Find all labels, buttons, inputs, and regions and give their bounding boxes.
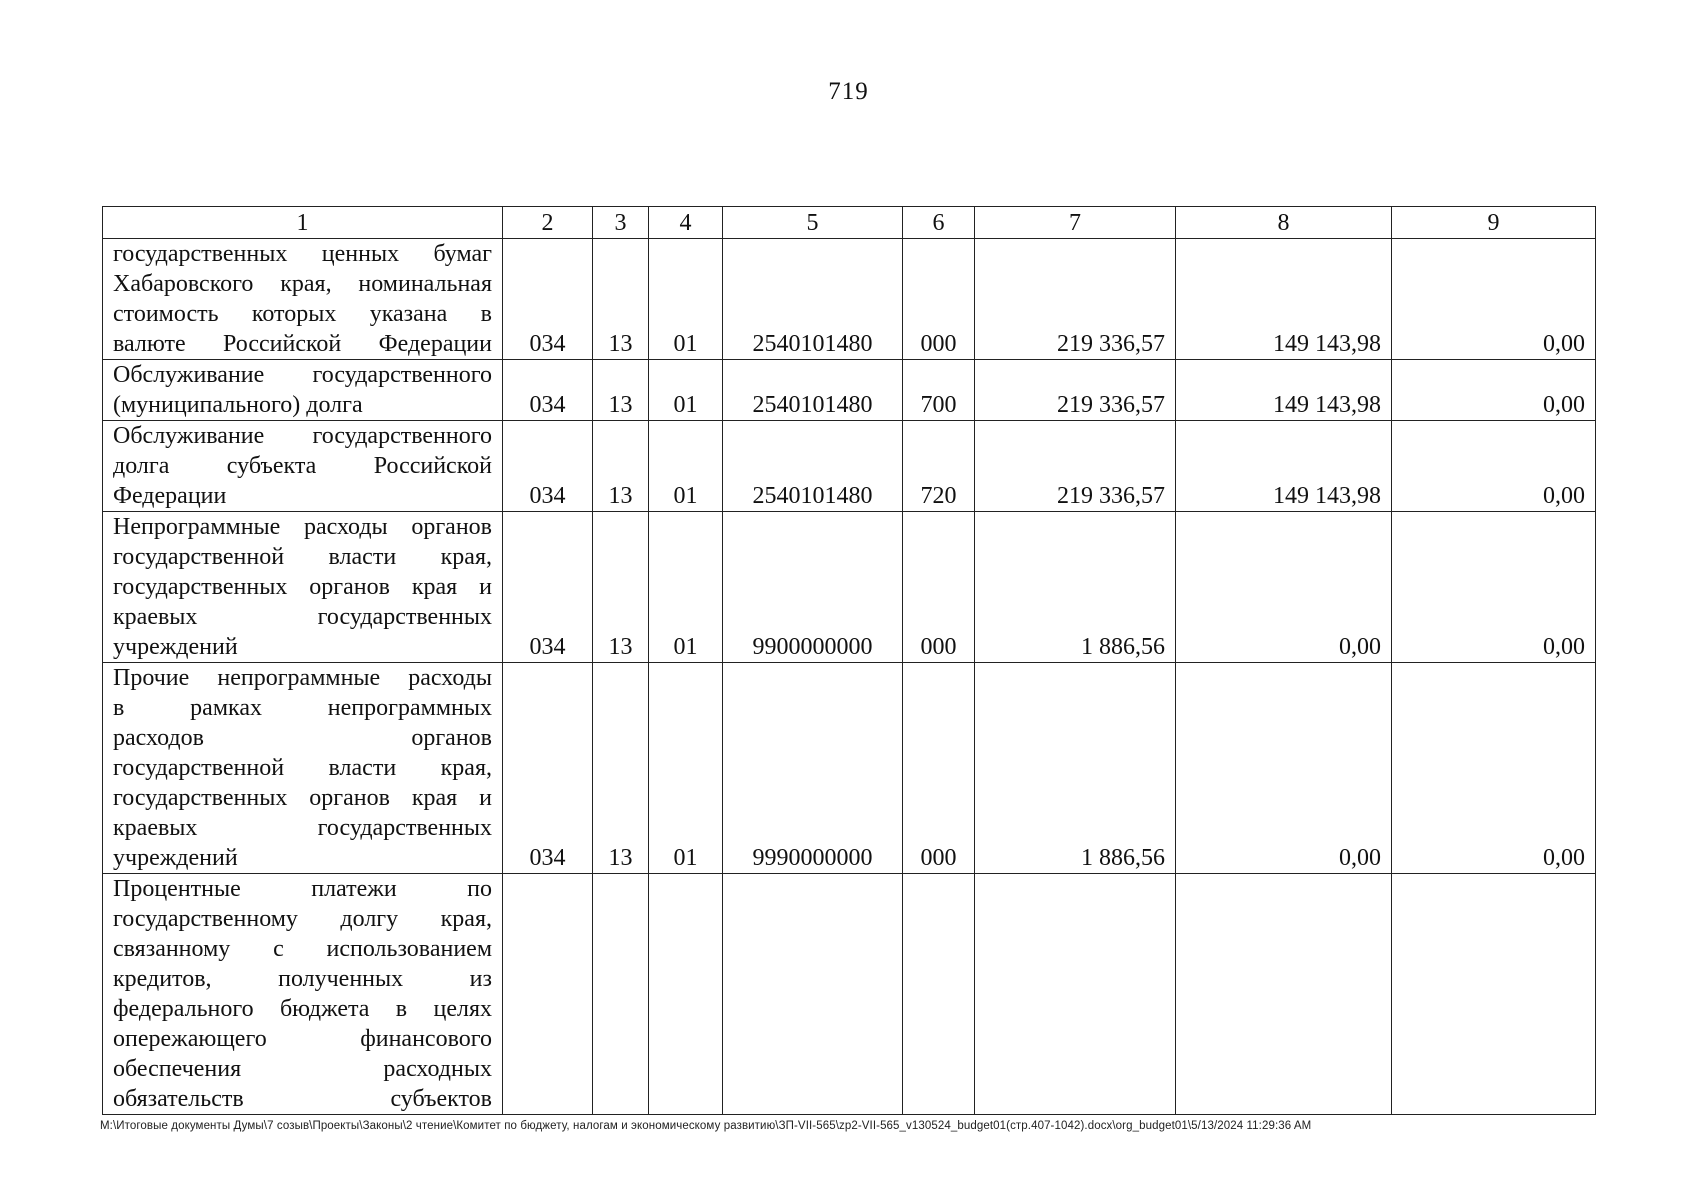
row-description [103,663,503,874]
cell-amount-col7: 219 336,57 [975,421,1176,512]
table-body [103,239,1596,1115]
header-cell: 3 [593,207,649,239]
cell-section: 13 [593,360,649,421]
description-line: стоимость которых указана в [113,301,492,327]
cell-section: 13 [593,512,649,663]
cell-amount-col8: 0,00 [1176,512,1392,663]
cell-admin-code: 034 [503,360,593,421]
table-row [103,421,1596,512]
cell-amount-col7: 219 336,57 [975,360,1176,421]
description-line: государственному долгу края, [113,906,492,932]
header-cell: 9 [1392,207,1596,239]
cell-target-article: 9900000000 [723,512,903,663]
cell-target-article: 2540101480 [723,239,903,360]
cell-subsection: 01 [649,239,723,360]
description-line: кредитов, полученных из [113,966,492,992]
cell-amount-col8: 0,00 [1176,663,1392,874]
row-description [103,360,503,421]
cell-amount-col8: 149 143,98 [1176,239,1392,360]
cell-amount-col7 [975,874,1176,1115]
description-line: государственных ценных бумаг [113,241,492,267]
description-line: Процентные платежи по [113,876,492,902]
table-row [103,360,1596,421]
cell-amount-col8: 149 143,98 [1176,360,1392,421]
description-line: связанному с использованием [113,936,492,962]
page-number: 719 [828,78,869,105]
description-line: валюте Российской Федерации [113,331,492,357]
description-line: Хабаровского края, номинальная [113,271,492,297]
cell-section: 13 [593,421,649,512]
cell-expense-type [903,874,975,1115]
document-path-footer: M:\Итоговые документы Думы\7 созыв\Проекты\Законы\2 чтение\Комитет по бюджету, налогам и экономическому развитию\ЗП-VII-565\zp2-VII-565_v130524_budget01(стр.407-1042).docx\org_budget01\5/13/2024 11:29:36 AM [100,1120,1312,1132]
description-line: государственной власти края, [113,544,492,570]
cell-target-article: 9990000000 [723,663,903,874]
cell-expense-type: 000 [903,512,975,663]
cell-target-article [723,874,903,1115]
description-line: (муниципального) долга [113,392,363,418]
cell-admin-code [503,874,593,1115]
header-cell: 5 [723,207,903,239]
cell-subsection: 01 [649,512,723,663]
cell-subsection [649,874,723,1115]
cell-admin-code: 034 [503,512,593,663]
description-line: долга субъекта Российской [113,453,492,479]
cell-amount-col9: 0,00 [1392,512,1596,663]
description-line: Обслуживание государственного [113,423,492,449]
cell-amount-col9: 0,00 [1392,421,1596,512]
description-line: государственной власти края, [113,755,492,781]
cell-amount-col9: 0,00 [1392,663,1596,874]
description-line: краевых государственных [113,815,492,841]
cell-section: 13 [593,239,649,360]
description-line: обязательств субъектов [113,1086,492,1112]
description-line: федерального бюджета в целях [113,996,492,1022]
description-line: государственных органов края и [113,574,492,600]
cell-target-article: 2540101480 [723,421,903,512]
cell-section [593,874,649,1115]
header-cell: 7 [975,207,1176,239]
cell-expense-type: 720 [903,421,975,512]
row-description [103,421,503,512]
header-cell: 8 [1176,207,1392,239]
table-header-row [103,207,1596,239]
description-line: в рамках непрограммных [113,695,492,721]
description-line: расходов органов [113,725,492,751]
cell-admin-code: 034 [503,421,593,512]
description-line: Обслуживание государственного [113,362,492,388]
budget-table [102,206,1596,1115]
cell-amount-col9 [1392,874,1596,1115]
header-cell: 2 [503,207,593,239]
cell-target-article: 2540101480 [723,360,903,421]
table-row [103,512,1596,663]
cell-amount-col7: 1 886,56 [975,663,1176,874]
cell-expense-type: 000 [903,663,975,874]
description-line: Прочие непрограммные расходы [113,665,492,691]
header-cell: 1 [103,207,503,239]
cell-expense-type: 700 [903,360,975,421]
description-line: Непрограммные расходы органов [113,514,492,540]
cell-expense-type: 000 [903,239,975,360]
cell-section: 13 [593,663,649,874]
table-row [103,663,1596,874]
cell-admin-code: 034 [503,239,593,360]
description-line: учреждений [113,634,238,660]
table-row [103,874,1596,1115]
cell-amount-col7: 219 336,57 [975,239,1176,360]
table-row [103,239,1596,360]
header-cell: 6 [903,207,975,239]
description-line: Федерации [113,483,227,509]
description-line: краевых государственных [113,604,492,630]
header-cell: 4 [649,207,723,239]
cell-amount-col9: 0,00 [1392,239,1596,360]
cell-amount-col8: 149 143,98 [1176,421,1392,512]
description-line: обеспечения расходных [113,1056,492,1082]
cell-amount-col8 [1176,874,1392,1115]
row-description [103,874,503,1115]
row-description [103,512,503,663]
cell-amount-col9: 0,00 [1392,360,1596,421]
cell-admin-code: 034 [503,663,593,874]
row-description [103,239,503,360]
cell-subsection: 01 [649,663,723,874]
cell-subsection: 01 [649,421,723,512]
description-line: учреждений [113,845,238,871]
description-line: государственных органов края и [113,785,492,811]
cell-subsection: 01 [649,360,723,421]
description-line: опережающего финансового [113,1026,492,1052]
cell-amount-col7: 1 886,56 [975,512,1176,663]
